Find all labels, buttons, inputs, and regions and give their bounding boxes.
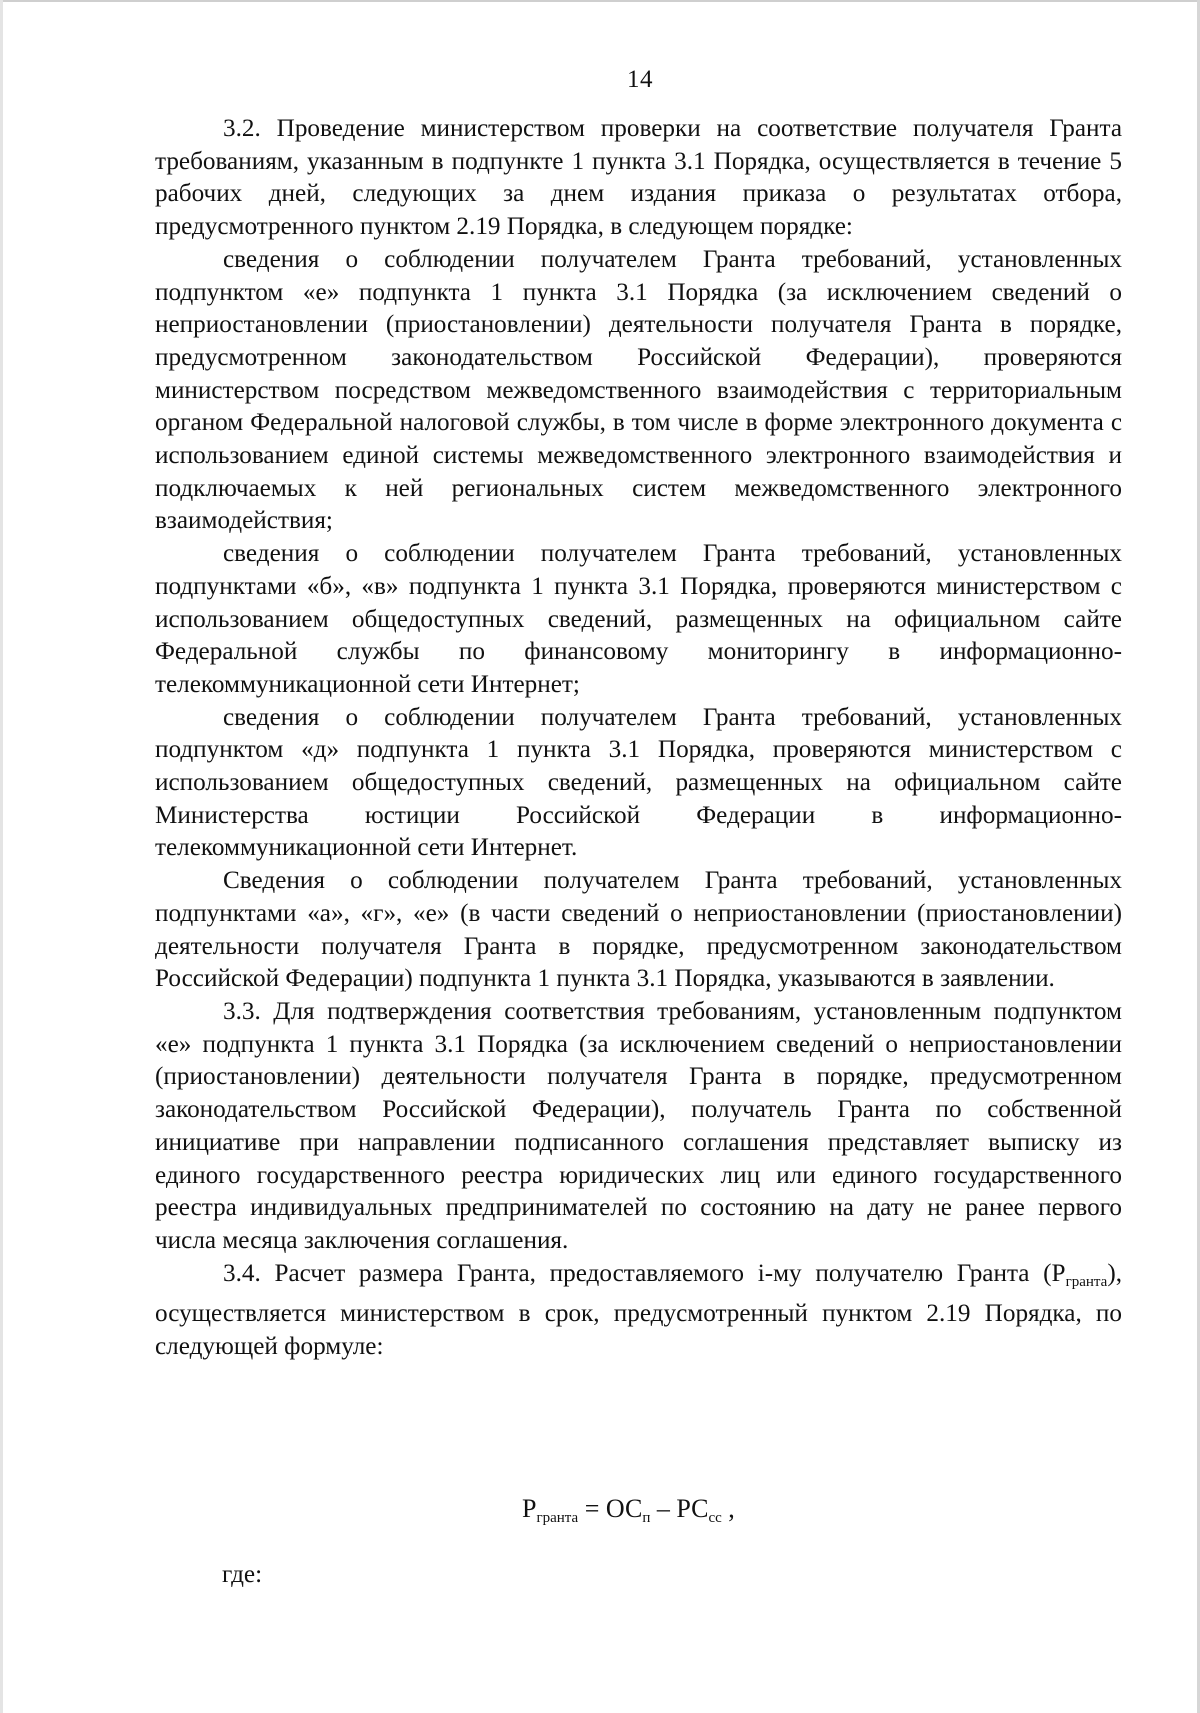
paragraph-info-ministry-justice: сведения о соблюдении получателем Гранта требований, установленных подпунктом «д» подпункта 1 пункта 3.1 Порядка, проверяются министерством с использованием общедоступных сведений, размещенных на официальном сайте Министерства юстиции Российской Федерации в информационно-телекоммуникационной сети Интернет. bbox=[155, 703, 1122, 862]
paragraph-3-2: 3.2. Проведение министерством проверки на соответствие получателя Гранта требованиям, указанным в подпункте 1 пункта 3.1 Порядка, осуществляется в течение 5 рабочих дней, следующих за днем издания приказа о результатах отбора, предусмотренного пунктом 2.19 Порядка, в следующем порядке: bbox=[155, 115, 1122, 241]
page-edge-left bbox=[0, 0, 3, 1713]
where-label: где: bbox=[222, 1561, 263, 1588]
paragraph-3-4-end: ), осуществляется министерством в срок, предусмотренный пунктом 2.19 Порядка, по следующей формуле: bbox=[155, 1259, 1122, 1361]
formula-tail: , bbox=[721, 1494, 735, 1523]
page-number: 14 bbox=[627, 66, 653, 93]
grant-formula bbox=[522, 1494, 735, 1527]
formula-equals-os: = ОС bbox=[578, 1494, 643, 1523]
formula-os-subscript: п bbox=[642, 1510, 651, 1526]
paragraph-3-4 bbox=[155, 1258, 1122, 1364]
document-body bbox=[155, 113, 1122, 1364]
paragraph-info-application: Сведения о соблюдении получателем Гранта требований, установленных подпунктами «а», «г», «е» (в части сведений о неприостановлении (приостановлении) деятельности получателя Гранта в порядке, предусмотренном законодательством Российской Федерации) подпункта 1 пункта 3.1 Порядка, указываются в заявлении. bbox=[155, 867, 1122, 993]
formula-rs-subscript: сс bbox=[708, 1510, 722, 1526]
paragraph-info-fin-monitoring: сведения о соблюдении получателем Гранта требований, установленных подпунктами «б», «в» подпункта 1 пункта 3.1 Порядка, проверяются министерством с использованием общедоступных сведений, размещенных на официальном сайте Федеральной службы по финансовому мониторингу в информационно-телекоммуникационной сети Интернет; bbox=[155, 540, 1122, 698]
paragraph-3-4-start: 3.4. Расчет размера Гранта, предоставляемого i-му получателю Гранта (Р bbox=[223, 1259, 1066, 1287]
formula-minus-rs: – РС bbox=[650, 1494, 709, 1523]
formula-lhs: Р bbox=[522, 1494, 537, 1523]
grant-subscript: гранта bbox=[1065, 1273, 1108, 1290]
page-edge-top bbox=[0, 0, 1200, 2]
paragraph-3-3: 3.3. Для подтверждения соответствия требованиям, установленным подпунктом «е» подпункта 1 пункта 3.1 Порядка (за исключением сведений о неприостановлении (приостановлении) деятельности получателя Гранта в порядке, предусмотренном законодательством Российской Федерации), получатель Гранта по собственной инициативе при направлении подписанного соглашения представляет выписку из единого государственного реестра юридических лиц или единого государственного реестра индивидуальных предпринимателей по состоянию на дату не ранее первого числа месяца заключения соглашения. bbox=[155, 997, 1122, 1254]
formula-lhs-subscript: гранта bbox=[536, 1510, 579, 1526]
paragraph-info-fns: сведения о соблюдении получателем Гранта требований, установленных подпунктом «е» подпункта 1 пункта 3.1 Порядка (за исключением сведений о неприостановлении (приостановлении) деятельности получателя Гранта в порядке, предусмотренном законодательством Российской Федерации), проверяются министерством посредством межведомственного взаимодействия с территориальным органом Федеральной налоговой службы, в том числе в форме электронного документа с использованием единой системы межведомственного электронного взаимодействия и подключаемых к ней региональных систем межведомственного электронного взаимодействия; bbox=[155, 245, 1122, 535]
